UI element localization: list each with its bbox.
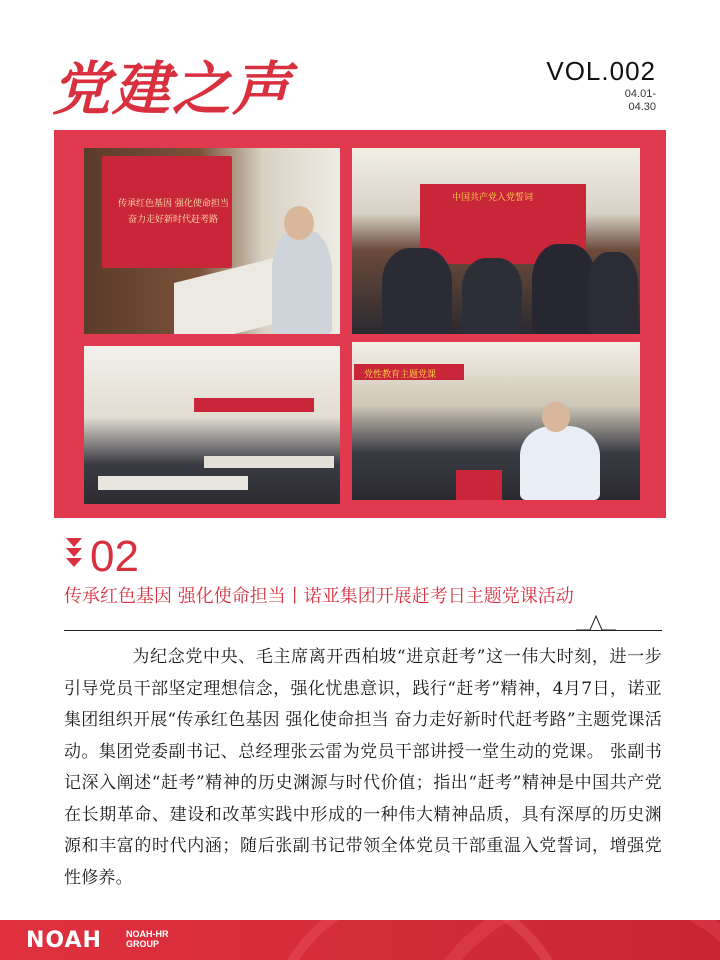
desk — [98, 476, 248, 490]
rule-notch-icon — [576, 612, 616, 632]
logo-sub-line-1: NOAH-HR — [126, 929, 169, 939]
member-figure — [588, 252, 638, 334]
member-figure — [532, 244, 596, 334]
wall-banner — [194, 398, 314, 412]
photo-oath-banner — [352, 148, 640, 334]
article-body — [64, 642, 662, 894]
screen-line-1: 传承红色基因 强化使命担当 — [118, 199, 229, 209]
presenter-figure — [520, 426, 600, 500]
date-end: 04.30 — [628, 101, 656, 113]
headline-rule — [64, 630, 662, 631]
screen-line-2: 奋力走好新时代赶考路 — [128, 215, 219, 225]
article-headline: 传承红色基因 强化使命担当丨诺亚集团开展赶考日主题党课活动 — [64, 586, 574, 607]
section-arrows-icon — [62, 538, 86, 568]
article-body-text: 为纪念党中央、毛主席离开西柏坡“进京赶考”这一伟大时刻，进一步引导党员干部坚定理想信念，强化忧患意识，践行“赶考”精神，4月7日，诺亚集团组织开展“传承红色基因 强化使命担当 奋力走好新时代赶考路”主题党课活动。集团党委副书记、总经理张云雷为党员干部讲授一堂生动的党课。 张副书记深入阐述“赶考”精神的历史渊源与时代价值；指出“赶考”精神是中国共产党在长期革命、建设和改革实践中形成的一种伟大精神品质，具有深厚的历史渊源和丰富的时代内涵；随后张副书记带领全体党员干部重温入党誓词，增强党性修养。 — [64, 647, 662, 888]
volume-label: VOL.002 — [546, 56, 656, 86]
masthead-title: 党建之声 — [52, 55, 293, 123]
presenter-head — [542, 402, 570, 432]
speaker-figure — [272, 230, 332, 334]
desk — [204, 456, 334, 468]
wall-banner-text: 党性教育主题党课 — [364, 370, 437, 380]
section-number: 02 — [90, 532, 139, 581]
member-figure — [462, 258, 522, 334]
date-start: 04.01- — [624, 88, 656, 100]
red-sign — [456, 470, 502, 500]
noah-logo-sub — [126, 929, 186, 949]
noah-logo: NOAH — [26, 928, 102, 953]
speaker-head — [284, 206, 314, 240]
photo-classroom-audience — [84, 346, 340, 504]
member-figure — [382, 248, 452, 334]
oath-banner-title: 中国共产党入党誓词 — [452, 193, 534, 203]
photo-speaker-podium — [84, 148, 340, 334]
photo-raised-fist-oath — [352, 342, 640, 500]
date-range — [596, 88, 656, 114]
logo-sub-line-2: GROUP — [126, 939, 160, 949]
footer-bar — [0, 920, 720, 960]
